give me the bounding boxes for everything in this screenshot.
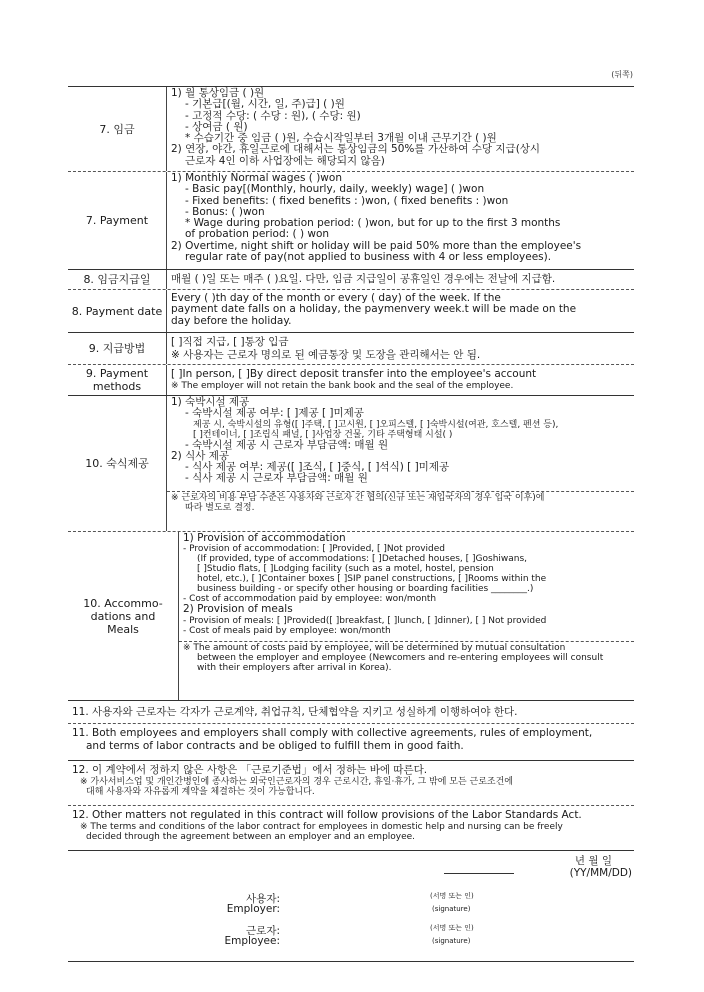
wage-en-line: * Wage during probation period: ( )won, but for up to the first 3 months — [185, 217, 561, 230]
date-en: (YY/MM/DD) — [569, 867, 632, 879]
wage-en-line: 1) Monthly Normal wages ( )won — [171, 172, 342, 184]
wage-en-line: of probation period: ( ) won — [185, 228, 330, 241]
wage-en-label: 7. Payment — [68, 172, 167, 269]
other-ko-line: ※ 가사서비스업 및 개인간병인에 종사하는 외국인근로자의 경우 근로시간, 휴일·휴가, 그 밖에 모든 근로조건에 — [80, 777, 513, 787]
comply-ko-row — [68, 701, 634, 724]
comply-ko-text: 11. 사용자와 근로자는 각자가 근로계약, 취업규칙, 단체협약을 지키고 성실하게 이행하여야 한다. — [72, 706, 518, 718]
meals-ko-line: - 숙박시설 제공 여부: [ ]제공 [ ]미제공 — [185, 407, 364, 420]
meals-ko-content — [167, 396, 634, 531]
employer-signature-field-en[interactable]: (signature) — [432, 905, 471, 913]
meals-en-row — [68, 532, 634, 701]
wage-en-line: - Fixed benefits: ( fixed benefits : )won, ( fixed benefits : )won — [185, 194, 509, 207]
meals-ko-line: - 식사 제공 여부: 제공([ ]조식, [ ]중식, [ ]석식) [ ]미제공 — [185, 461, 450, 474]
paydate-en-line: Every ( )th day of the month or every ( day) of the week. If the — [171, 292, 501, 304]
meals-ko-line: 제공 시, 숙박시설의 유형([ ]주택, [ ]고시원, [ ]오피스텔, [ ]숙박시설(여관, 호스텔, 펜션 등), — [193, 419, 559, 430]
other-en-line: decided through the agreement between an employer and an employee. — [86, 832, 416, 842]
paydate-en-row — [68, 290, 634, 333]
meals-ko-note — [167, 491, 634, 514]
meals-ko-note-line: 따라 별도로 결정. — [185, 502, 255, 513]
contract-form — [68, 86, 634, 962]
method-en-row — [68, 365, 634, 396]
method-ko-line: [ ]직접 지급, [ ]통장 입금 — [171, 336, 289, 348]
wage-ko-row — [68, 86, 634, 172]
wage-ko-line: * 수습기간 중 임금 ( )원, 수습시작일부터 3개월 이내 근무기간 ( )원 — [185, 132, 497, 145]
wage-en-row — [68, 172, 634, 270]
employee-signature-field-ko[interactable]: (서명 또는 인) — [430, 924, 474, 932]
wage-ko-content — [167, 87, 634, 171]
page-side-tag: (뒤쪽) — [611, 70, 633, 79]
paydate-en-label: 8. Payment date — [68, 290, 167, 332]
meals-ko-line: [ ]컨테이너, [ ]조립식 패널, [ ]사업장 건물, 기타 주택형태 시설( ) — [193, 429, 453, 440]
comply-en-line: and terms of labor contracts and be obliged to fulfill them in good faith. — [86, 740, 464, 752]
wage-en-line: 2) Overtime, night shift or holiday will be paid 50% more than the employee's — [171, 239, 582, 252]
meals-en-line: hotel, etc.), [ ]Container boxes [ ]SIP panel constructions, [ ]Rooms within the — [197, 574, 547, 585]
meals-ko-row — [68, 396, 634, 532]
paydate-en-content — [167, 290, 634, 332]
paydate-en-line: day before the holiday. — [171, 314, 292, 327]
meals-en-line: - Cost of meals paid by employee: won/month — [183, 625, 391, 636]
method-en-content — [167, 365, 634, 395]
other-en-line: ※ The terms and conditions of the labor contract for employees in domestic help and nursing can be freely — [80, 822, 563, 832]
meals-ko-line: 1) 숙박시설 제공 — [171, 396, 250, 408]
date-ko: 년 월 일 — [574, 855, 612, 867]
employer-en: Employer: — [226, 903, 280, 915]
wage-ko-line: 근로자 4인 이하 사업장에는 해당되지 않음) — [185, 154, 385, 167]
meals-en-line: business building - or specify other housing or boarding facilities ________.) — [197, 584, 534, 595]
meals-en-note — [179, 641, 634, 674]
paydate-ko-text: 매월 ( )일 또는 매주 ( )요일. 다만, 임금 지급일이 공휴일인 경우에는 전날에 지급함. — [171, 273, 556, 285]
wage-ko-line: - 고정적 수당: ( 수당 : 원), ( 수당: 원) — [185, 109, 361, 122]
other-ko-line: 12. 이 계약에서 정하지 않은 사항은 「근로기준법」에서 정하는 바에 따른다. — [72, 764, 428, 776]
other-en-line: 12. Other matters not regulated in this contract will follow provisions of the Labor Standards Act. — [72, 809, 582, 821]
wage-en-line: - Bonus: ( )won — [185, 205, 265, 218]
employer-ko: 사용자: — [246, 893, 280, 905]
method-ko-row — [68, 333, 634, 365]
meals-ko-note-line: ※ 근로자의 비용 부담 수준은 사용자와 근로자 간 협의(신규 또는 재입국자의 경우 입국 이후)에 — [171, 492, 545, 503]
comply-en-content — [68, 724, 596, 760]
employer-signature-field-ko[interactable]: (서명 또는 인) — [430, 892, 474, 900]
wage-en-line: - Basic pay[(Monthly, hourly, daily, weekly) wage] ( )won — [185, 183, 485, 196]
meals-ko-label: 10. 숙식제공 — [68, 396, 167, 531]
method-en-label: 9. Payment methods — [68, 365, 167, 395]
comply-en-line: 11. Both employees and employers shall comply with collective agreements, rules of employment, — [72, 727, 593, 739]
meals-en-content — [179, 532, 634, 700]
comply-en-row — [68, 724, 634, 761]
wage-ko-line: - 기본급[(월, 시간, 일, 주)급] ( )원 — [185, 98, 345, 111]
meals-en-note-line: between the employer and employee (Newcomers and re-entering employees will consult — [197, 652, 604, 663]
other-ko-content — [68, 761, 517, 805]
paydate-ko-row — [68, 270, 634, 290]
method-ko-label: 9. 지급방법 — [68, 333, 167, 364]
meals-en-line: - Provision of accommodation: [ ]Provided, [ ]Not provided — [183, 544, 446, 555]
meals-en-line: 2) Provision of meals — [183, 603, 293, 616]
method-en-line: ※ The employer will not retain the bank book and the seal of the employee. — [171, 381, 514, 391]
method-ko-content — [167, 333, 634, 364]
other-ko-line: 대해 사용자와 자유롭게 계약을 체결하는 것이 가능합니다. — [86, 787, 315, 797]
paydate-ko-label: 8. 임금지급일 — [68, 270, 167, 289]
other-en-content — [68, 806, 586, 850]
wage-en-content — [167, 172, 634, 269]
wage-ko-label: 7. 임금 — [68, 87, 167, 171]
meals-ko-line: - 식사 제공 시 근로자 부담금액: 매월 원 — [185, 472, 368, 485]
wage-ko-line: 2) 연장, 야간, 휴일근로에 대해서는 통상임금의 50%를 가산하여 수당 지급(상시 — [171, 143, 541, 156]
employee-ko: 근로자: — [246, 925, 280, 937]
meals-en-line: [ ]Studio flats, [ ]Lodging facility (such as a motel, hostel, pension — [197, 564, 494, 575]
wage-en-line: regular rate of pay(not applied to business with 4 or less employees). — [185, 251, 552, 264]
other-en-row — [68, 806, 634, 851]
meals-en-label: 10. Accommo-dations and Meals — [68, 532, 179, 700]
meals-ko-line: 2) 식사 제공 — [171, 449, 230, 462]
other-ko-row — [68, 761, 634, 806]
signature-section — [68, 851, 634, 962]
meals-en-line: - Provision of meals: [ ]Provided([ ]breakfast, [ ]lunch, [ ]dinner), [ ] Not provided — [183, 615, 547, 626]
meals-en-line: - Cost of accommodation paid by employee: won/month — [183, 594, 437, 605]
date-blank[interactable] — [444, 873, 514, 874]
employee-signature-field-en[interactable]: (signature) — [432, 937, 471, 945]
paydate-en-line: payment date falls on a holiday, the paymenvery week.t will be made on the — [171, 303, 577, 316]
meals-en-line: (If provided, type of accommodations: [ ]Detached houses, [ ]Goshiwans, — [197, 554, 528, 565]
wage-ko-line: - 상여금 ( 원) — [185, 120, 248, 133]
meals-en-line: 1) Provision of accommodation — [183, 532, 346, 544]
employee-en: Employee: — [224, 935, 280, 947]
method-ko-line: ※ 사용자는 근로자 명의로 된 예금통장 및 도장을 관리해서는 안 됨. — [171, 349, 481, 361]
meals-en-note-line: with their employers after arrival in Korea). — [197, 662, 392, 673]
wage-ko-line: 1) 월 통상임금 ( )원 — [171, 87, 265, 99]
meals-en-note-line: ※ The amount of costs paid by employee, will be determined by mutual consultation — [183, 642, 566, 653]
method-en-line: [ ]In person, [ ]By direct deposit transfer into the employee's account — [171, 368, 537, 380]
meals-ko-line: - 숙박시설 제공 시 근로자 부담금액: 매월 원 — [185, 438, 389, 451]
